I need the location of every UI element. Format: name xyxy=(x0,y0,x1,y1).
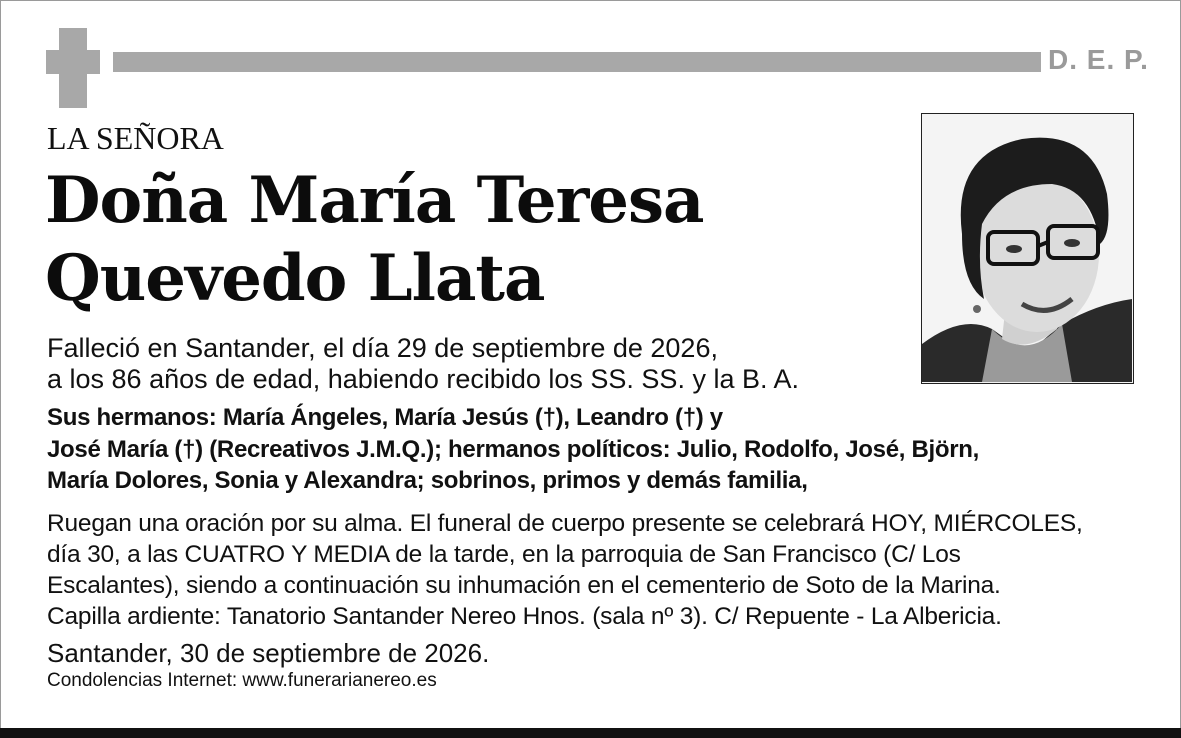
cross-icon-horizontal xyxy=(46,50,100,74)
condolences-web: Condolencias Internet: www.funerarianereo.es xyxy=(47,670,437,691)
bottom-rule xyxy=(0,728,1181,738)
deceased-name xyxy=(45,162,905,318)
family-line: Sus hermanos: María Ángeles, María Jesús (†), Leandro (†) y xyxy=(47,404,723,431)
funeral-info xyxy=(47,508,1157,632)
place-date: Santander, 30 de septiembre de 2026. xyxy=(47,638,490,668)
family-line: José María (†) (Recreativos J.M.Q.); hermanos políticos: Julio, Rodolfo, José, Björn, xyxy=(47,435,980,463)
death-info xyxy=(47,333,907,395)
funeral-line: Ruegan una oración por su alma. El funeral de cuerpo presente se celebrará HOY, MIÉRCOLES, xyxy=(47,510,1083,537)
name-line: Doña María Teresa xyxy=(45,163,704,238)
salutation: LA SEÑORA xyxy=(47,120,224,156)
death-line: a los 86 años de edad, habiendo recibido los SS. SS. y la B. A. xyxy=(47,364,799,394)
dep-label: D. E. P. xyxy=(1048,44,1149,75)
header-rule xyxy=(113,52,1041,72)
funeral-line: Capilla ardiente: Tanatorio Santander Nereo Hnos. (sala nº 3). C/ Repuente - La Albericia. xyxy=(47,603,1002,630)
funeral-line: día 30, a las CUATRO Y MEDIA de la tarde, en la parroquia de San Francisco (C/ Los xyxy=(47,541,961,568)
family-line: María Dolores, Sonia y Alexandra; sobrinos, primos y demás familia, xyxy=(47,467,808,494)
portrait-photo xyxy=(921,113,1134,384)
funeral-line: Escalantes), siendo a continuación su inhumación en el cementerio de Soto de la Marina. xyxy=(47,572,1001,599)
death-line: Falleció en Santander, el día 29 de septiembre de 2026, xyxy=(47,333,718,363)
portrait-icon xyxy=(922,114,1132,382)
family-list xyxy=(47,402,1147,497)
name-line: Quevedo Llata xyxy=(45,241,545,316)
